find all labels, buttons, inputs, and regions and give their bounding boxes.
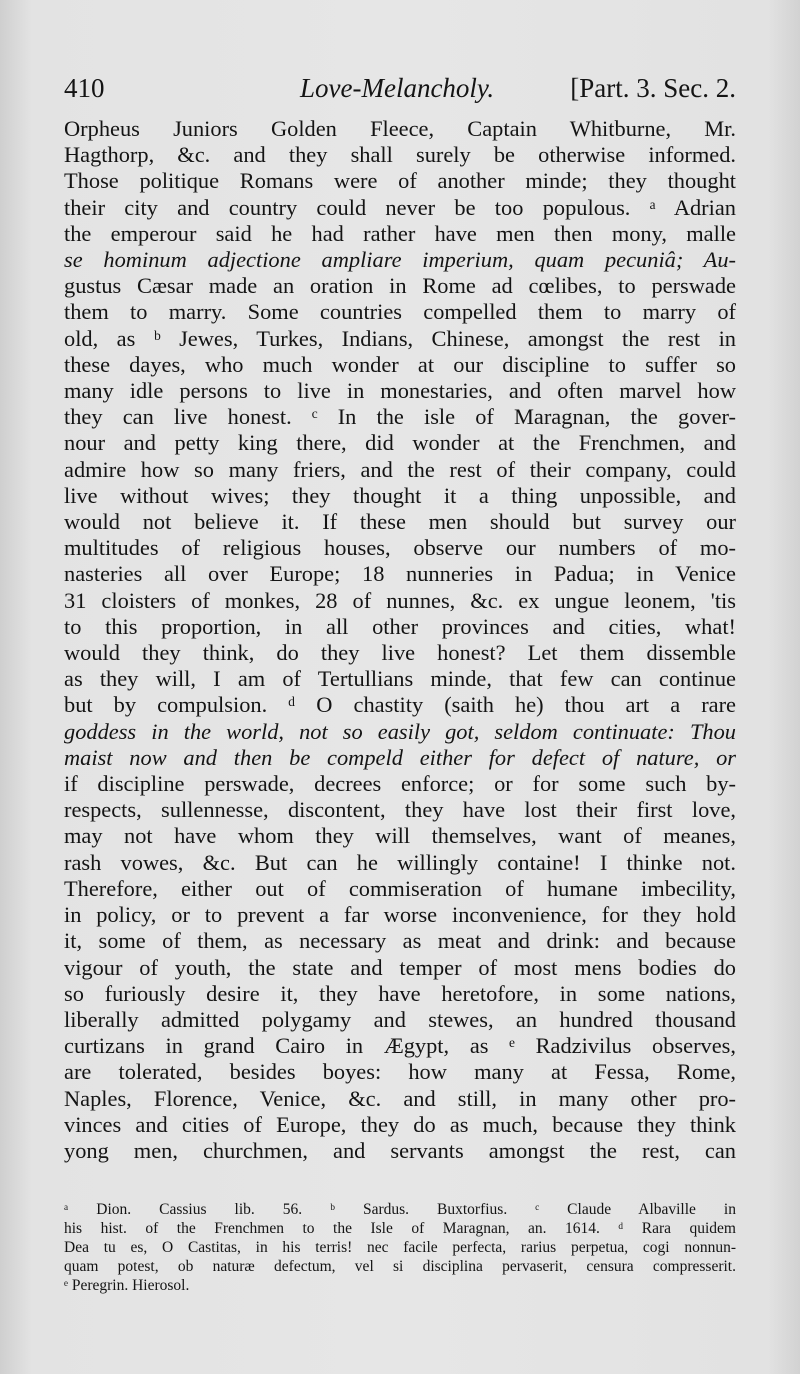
text-line: so furiously desire it, they have heretofore, in some nations, xyxy=(64,980,736,1006)
text-line: their city and country could never be too populous. ᵃ Adrian xyxy=(64,194,736,220)
text-line: live without wives; they thought it a thing unpossible, and xyxy=(64,482,736,508)
text-line: curtizans in grand Cairo in Ægypt, as ᵉ Radzivilus observes, xyxy=(64,1033,736,1059)
text-line: goddess in the world, not so easily got, seldom continuate: Thou xyxy=(64,718,736,744)
text-line: vigour of youth, the state and temper of most mens bodies do xyxy=(64,954,736,980)
text-line: as they will, I am of Tertullians minde, that few can continue xyxy=(64,666,736,692)
text-line: Naples, Florence, Venice, &c. and still, in many other pro- xyxy=(64,1085,736,1111)
text-line: maist now and then be compeld either for defect of nature, or xyxy=(64,744,736,770)
section-reference: [Part. 3. Sec. 2. xyxy=(570,73,736,103)
text-line: gustus Cæsar made an oration in Rome ad cœlibes, to perswade xyxy=(64,273,736,299)
text-line: it, some of them, as necessary as meat and drink: and because xyxy=(64,928,736,954)
text-line: them to marry. Some countries compelled them to marry of xyxy=(64,299,736,325)
text-line: old, as ᵇ Jewes, Turkes, Indians, Chinese, amongst the rest in xyxy=(64,325,736,351)
text-line: 31 cloisters of monkes, 28 of nunnes, &c. ex ungue leonem, 'tis xyxy=(64,587,736,613)
text-line: Hagthorp, &c. and they shall surely be otherwise informed. xyxy=(64,142,736,168)
text-line: liberally admitted polygamy and stewes, an hundred thousand xyxy=(64,1006,736,1032)
text-line: but by compulsion. ᵈ O chastity (saith he) thou art a rare xyxy=(64,692,736,718)
text-line: the emperour said he had rather have men then mony, malle xyxy=(64,220,736,246)
text-line: nour and petty king there, did wonder at the Frenchmen, and xyxy=(64,430,736,456)
text-line: in policy, or to prevent a far worse inconvenience, for they hold xyxy=(64,902,736,928)
text-line: vinces and cities of Europe, they do as much, because they think xyxy=(64,1111,736,1137)
text-line: may not have whom they will themselves, want of meanes, xyxy=(64,823,736,849)
footnote-line: quam potest, ob naturæ defectum, vel si disciplina pervaserit, censura compresserit. xyxy=(64,1258,736,1275)
text-line: se hominum adjectione ampliare imperium, quam pecuniâ; Au- xyxy=(64,247,736,273)
text-line: Therefore, either out of commiseration of humane imbecility, xyxy=(64,875,736,901)
text-line: nasteries all over Europe; 18 nunneries in Padua; in Venice xyxy=(64,561,736,587)
footnote-line: ᵉ Peregrin. Hierosol. xyxy=(64,1277,190,1294)
text-line: respects, sullennesse, discontent, they have lost their first love, xyxy=(64,797,736,823)
text-line: yong men, churchmen, and servants amongst the rest, can xyxy=(64,1137,736,1163)
text-line: admire how so many friers, and the rest of their company, could xyxy=(64,456,736,482)
page-header xyxy=(64,68,736,108)
body-text xyxy=(64,116,736,1164)
text-line: rash vowes, &c. But can he willingly containe! I thinke not. xyxy=(64,849,736,875)
text-line: many idle persons to live in monestaries, and often marvel how xyxy=(64,378,736,404)
text-line: if discipline perswade, decrees enforce; or for some such by- xyxy=(64,771,736,797)
page-number: 410 xyxy=(64,73,105,103)
text-line: to this proportion, in all other provinces and cities, what! xyxy=(64,613,736,639)
footnote-line: his hist. of the Frenchmen to the Isle of Maragnan, an. 1614. ᵈ Rara quidem xyxy=(64,1220,736,1237)
text-line: they can live honest. ᶜ In the isle of Maragnan, the gover- xyxy=(64,404,736,430)
text-line: are tolerated, besides boyes: how many at Fessa, Rome, xyxy=(64,1059,736,1085)
text-line: would they think, do they live honest? Let them dissemble xyxy=(64,640,736,666)
footnotes xyxy=(64,1200,736,1295)
footnote-line: ᵃ Dion. Cassius lib. 56. ᵇ Sardus. Buxtorfius. ᶜ Claude Albaville in xyxy=(64,1201,736,1218)
footnote-line: Dea tu es, O Castitas, in his terris! nec facile perfecta, rarius perpetua, cogi nonnun- xyxy=(64,1239,736,1256)
text-line: would not believe it. If these men should but survey our xyxy=(64,509,736,535)
text-line: Orpheus Juniors Golden Fleece, Captain Whitburne, Mr. xyxy=(64,116,736,141)
running-title: Love-Melancholy. xyxy=(300,73,495,103)
text-line: multitudes of religious houses, observe our numbers of mo- xyxy=(64,535,736,561)
text-line: Those politique Romans were of another minde; they thought xyxy=(64,168,736,194)
text-line: these dayes, who much wonder at our discipline to suffer so xyxy=(64,351,736,377)
